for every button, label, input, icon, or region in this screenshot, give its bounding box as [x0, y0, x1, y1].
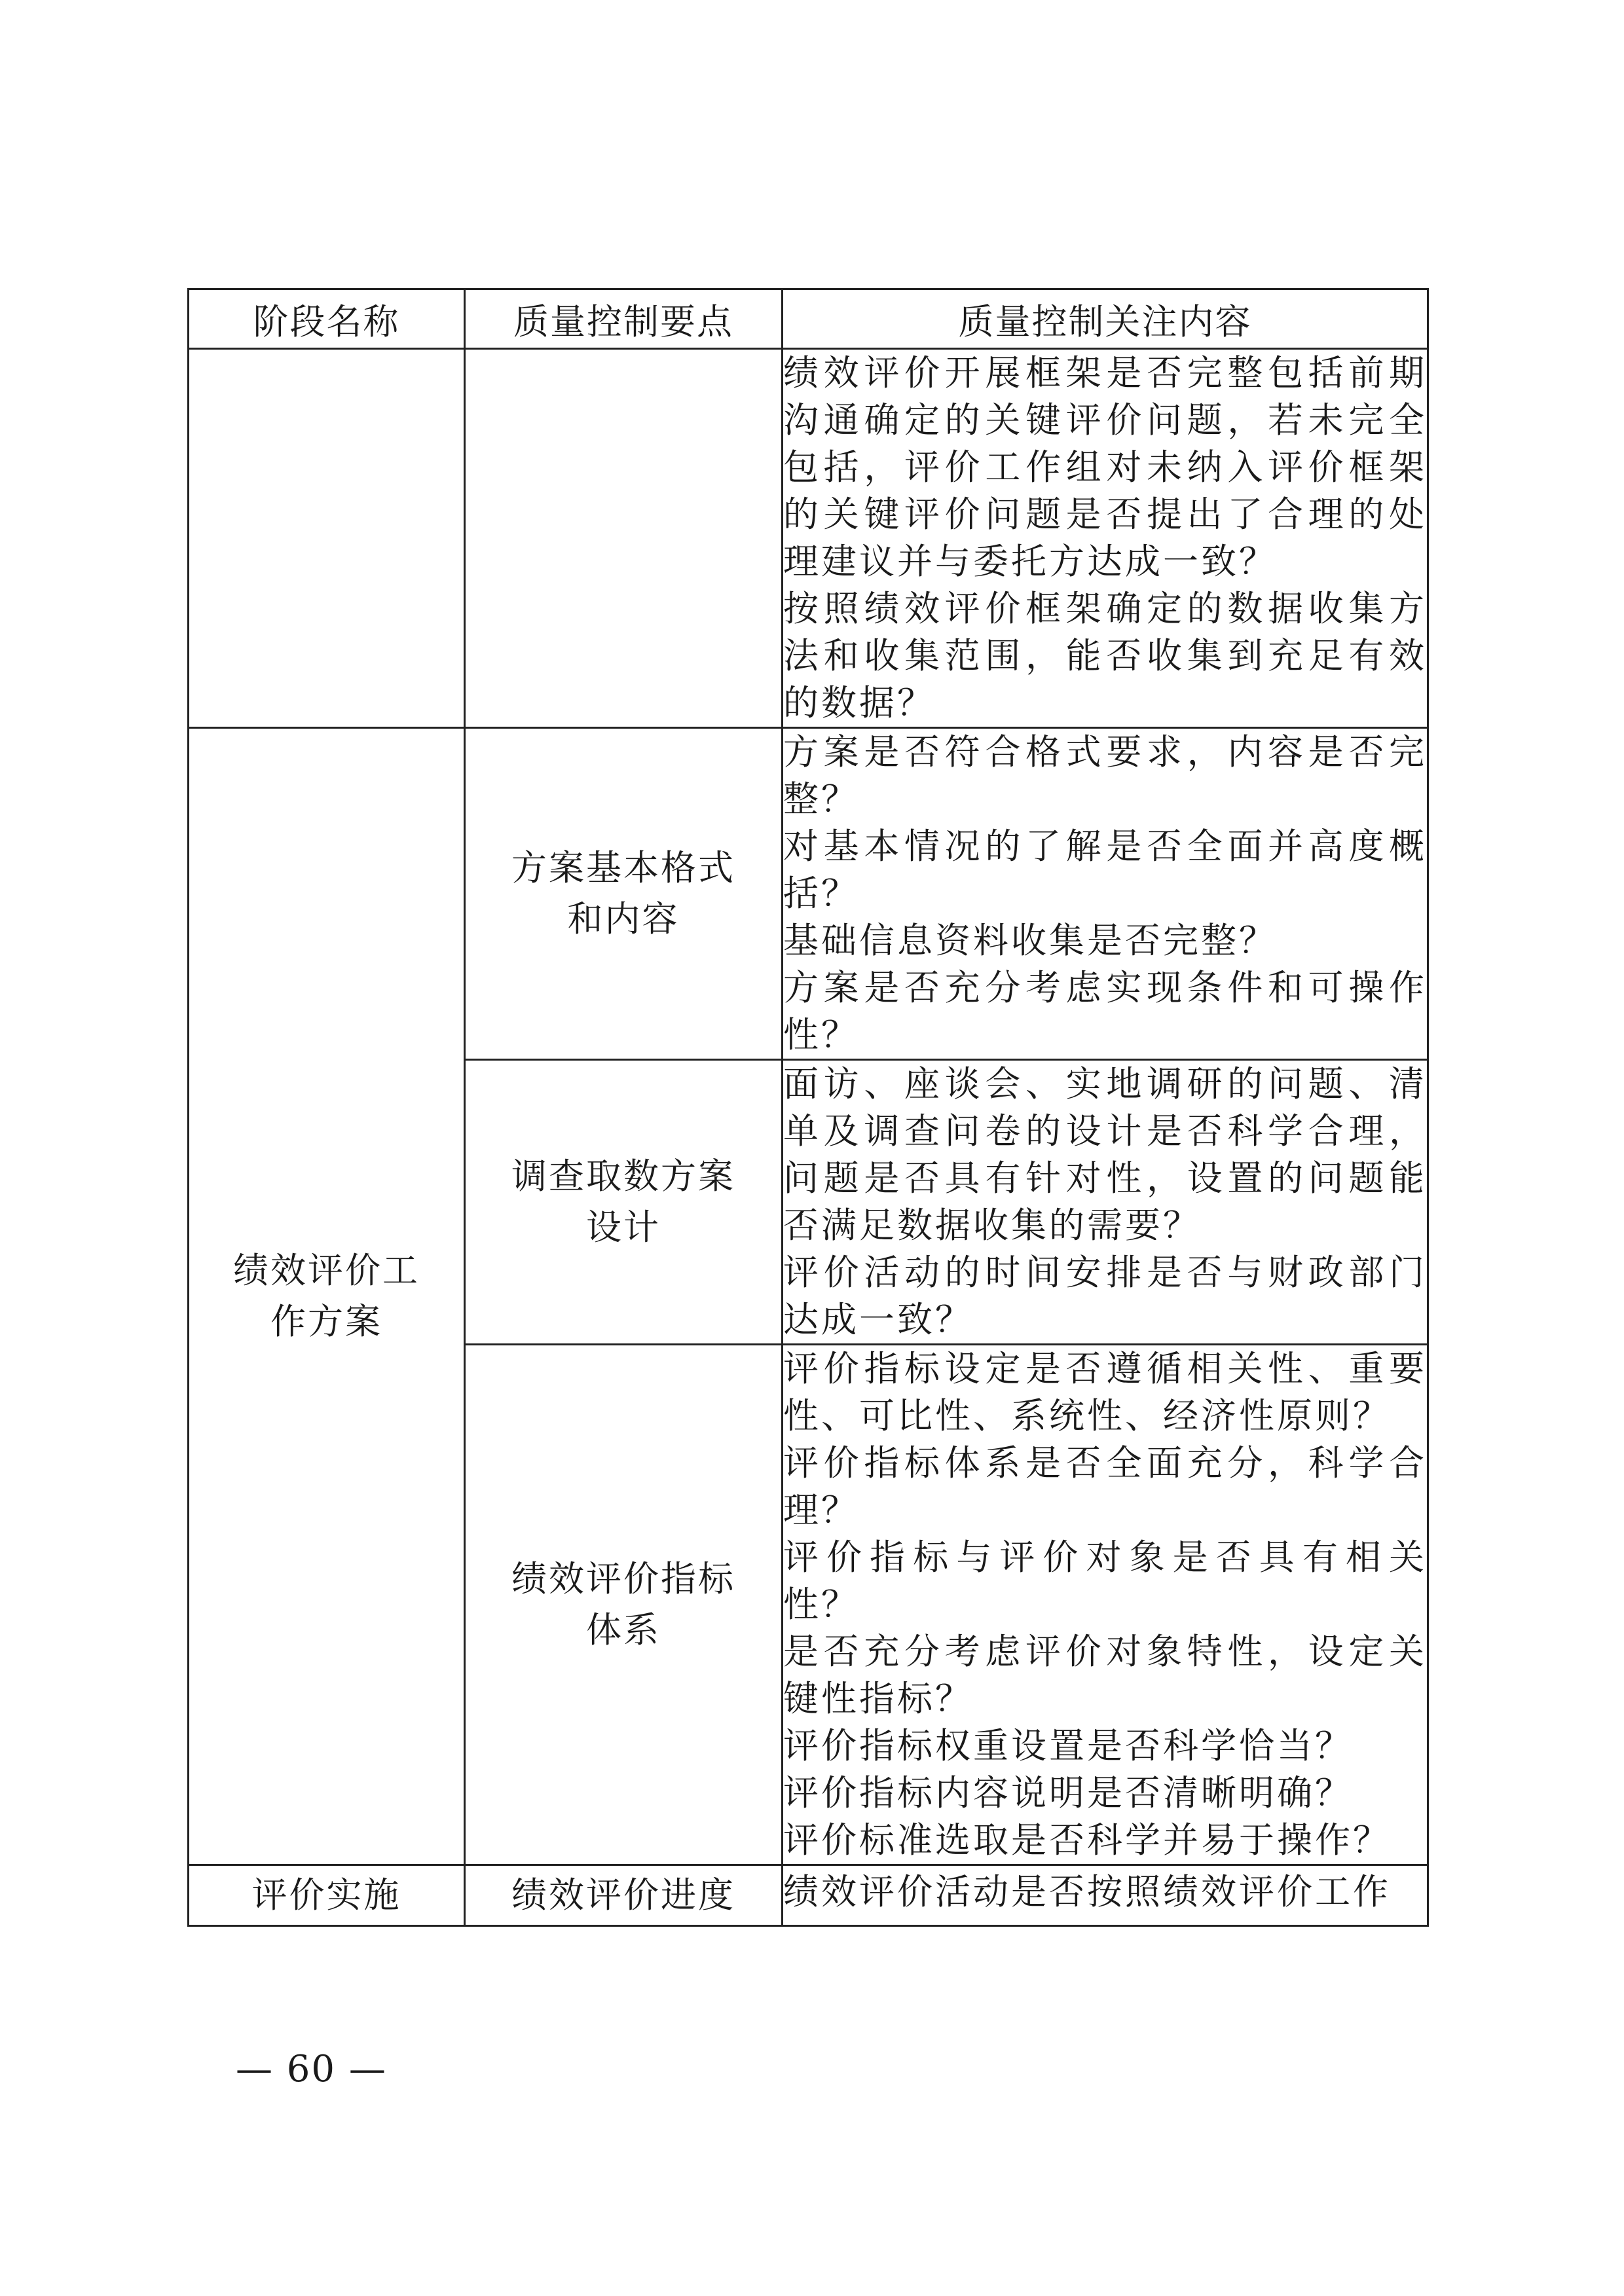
- point-cell: [465, 1060, 783, 1345]
- content-line: 绩效评价开展框架是否完整包括前期沟通确定的关键评价问题，若未完全包括，评价工作组对未纳入评价框架的关键评价问题是否提出了合理的处理建议并与委托方达成一致？: [783, 352, 1427, 582]
- stage-cell-empty: [189, 349, 465, 728]
- content-line: 方案是否充分考虑实现条件和可操作性？: [783, 967, 1427, 1055]
- table-row: [189, 728, 1428, 1060]
- content-line: 面访、座谈会、实地调研的问题、清单及调查问卷的设计是否科学合理，问题是否具有针对性，设置的问题能否满足数据收集的需要？: [783, 1063, 1427, 1246]
- content-line: 对基本情况的了解是否全面并高度概括？: [783, 826, 1427, 914]
- content-line: 评价指标内容说明是否清晰明确？: [783, 1772, 1353, 1813]
- content-cell: [783, 1345, 1428, 1865]
- content-line: 评价指标体系是否全面充分，科学合理？: [783, 1442, 1427, 1531]
- stage-cell: 评价实施: [189, 1865, 465, 1926]
- content-line: 基础信息资料收集是否完整？: [783, 920, 1277, 961]
- content-line: 评价指标设定是否遵循相关性、重要性、可比性、系统性、经济性原则？: [783, 1348, 1427, 1436]
- content-line: 评价指标与评价对象是否具有相关性？: [783, 1537, 1427, 1625]
- point-label: 方案基本格式和内容: [511, 847, 735, 939]
- point-label: 调查取数方案设计: [511, 1156, 735, 1248]
- table-row: [189, 1865, 1428, 1926]
- content-line: 评价指标权重设置是否科学恰当？: [783, 1725, 1353, 1766]
- header-control-content: 质量控制关注内容: [783, 289, 1428, 349]
- content-cell: [783, 1060, 1428, 1345]
- table-header-row: [189, 289, 1428, 349]
- content-line: 按照绩效评价框架确定的数据收集方法和收集范围，能否收集到充足有效的数据？: [783, 588, 1427, 723]
- header-stage-name: 阶段名称: [189, 289, 465, 349]
- page-number: — 60 —: [236, 2048, 387, 2090]
- stage-label: 绩效评价工作方案: [233, 1250, 420, 1342]
- stage-cell: [189, 728, 465, 1865]
- point-cell: 绩效评价进度: [465, 1865, 783, 1926]
- content-line: 绩效评价活动是否按照绩效评价工作: [783, 1871, 1391, 1912]
- content-cell: [783, 728, 1428, 1060]
- header-control-point: 质量控制要点: [465, 289, 783, 349]
- content-cell: [783, 1865, 1428, 1926]
- content-line: 评价活动的时间安排是否与财政部门达成一致？: [783, 1252, 1427, 1340]
- quality-control-table: [187, 288, 1429, 1927]
- point-cell: [465, 728, 783, 1060]
- content-line: 是否充分考虑评价对象特性，设定关键性指标？: [783, 1631, 1427, 1719]
- content-line: 方案是否符合格式要求，内容是否完整？: [783, 731, 1427, 820]
- point-cell: [465, 1345, 783, 1865]
- content-cell: [783, 349, 1428, 728]
- table-row: [189, 349, 1428, 728]
- point-cell-empty: [465, 349, 783, 728]
- content-line: 评价标准选取是否科学并易于操作？: [783, 1819, 1391, 1861]
- point-label: 绩效评价指标体系: [511, 1558, 735, 1650]
